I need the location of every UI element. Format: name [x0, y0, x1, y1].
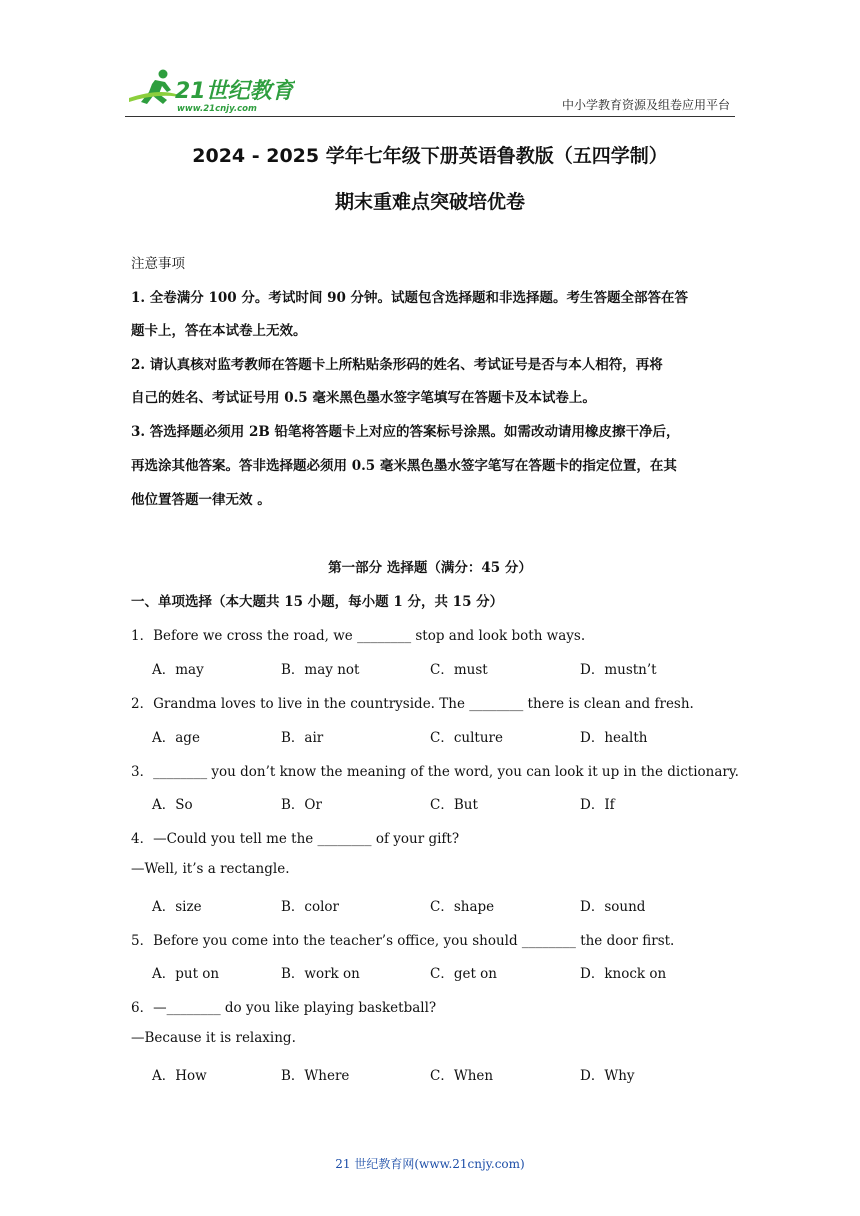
notice-line: 自己的姓名、考试证号用 0.5 毫米黑色墨水签字笔填写在答题卡及本试卷上。 [131, 390, 596, 406]
header-divider [125, 116, 735, 117]
option-b[interactable]: B．work on [281, 966, 360, 982]
option-d[interactable]: D．mustn’t [580, 662, 657, 678]
exam-subtitle: 期末重难点突破培优卷 [334, 191, 525, 213]
part-title: 第一部分 选择题（满分：45 分） [328, 560, 532, 576]
platform-label: 中小学教育资源及组卷应用平台 [561, 98, 730, 112]
option-a[interactable]: A．size [152, 899, 202, 915]
notice-line: 他位置答题一律无效 。 [131, 492, 271, 508]
option-a[interactable]: A．How [152, 1068, 207, 1084]
notice-heading: 注意事项 [131, 256, 185, 272]
question-stem: 2．Grandma loves to live in the countryside. The ________ there is clean and fresh. [131, 696, 694, 712]
option-c[interactable]: C．When [430, 1068, 494, 1084]
option-d[interactable]: D．sound [580, 899, 646, 915]
question-answer: —Well, it’s a rectangle. [131, 861, 290, 877]
notice-line: 3. 答选择题必须用 2B 铅笔将答题卡上对应的答案标号涂黑。如需改动请用橡皮擦干净后， [131, 424, 680, 440]
option-d[interactable]: D．Why [580, 1068, 635, 1084]
option-a[interactable]: A．may [152, 662, 204, 678]
option-b[interactable]: B．may not [281, 662, 360, 678]
notice-line: 1. 全卷满分 100 分。考试时间 90 分钟。试题包含选择题和非选择题。考生答题全部答在答 [131, 290, 689, 306]
question-stem: 1．Before we cross the road, we ________ stop and look both ways. [131, 628, 586, 644]
option-b[interactable]: B．air [281, 730, 324, 746]
question-answer: —Because it is relaxing. [131, 1030, 296, 1046]
logo-text: 21世纪教育 [175, 79, 294, 104]
section-heading: 一、单项选择（本大题共 15 小题，每小题 1 分，共 15 分） [131, 594, 504, 610]
option-d[interactable]: D．knock on [580, 966, 667, 982]
logo [125, 68, 295, 114]
option-a[interactable]: A．So [152, 797, 193, 813]
option-b[interactable]: B．color [281, 899, 340, 915]
option-a[interactable]: A．age [152, 730, 200, 746]
option-c[interactable]: C．culture [430, 730, 503, 746]
option-d[interactable]: D．health [580, 730, 648, 746]
option-c[interactable]: C．But [430, 797, 478, 813]
question-stem: 6．—________ do you like playing basketball? [131, 1000, 437, 1016]
option-c[interactable]: C．get on [430, 966, 497, 982]
option-a[interactable]: A．put on [152, 966, 220, 982]
footer-link[interactable]: 21 世纪教育网(www.21cnjy.com) [335, 1157, 525, 1171]
option-c[interactable]: C．must [430, 662, 488, 678]
notice-line: 再选涂其他答案。答非选择题必须用 0.5 毫米黑色墨水签字笔写在答题卡的指定位置，在其 [131, 458, 677, 474]
option-b[interactable]: B．Where [281, 1068, 350, 1084]
question-stem: 3．________ you don’t know the meaning of the word, you can look it up in the dictionary. [131, 764, 739, 780]
notice-line: 题卡上，答在本试卷上无效。 [131, 323, 307, 339]
page-header [125, 68, 735, 118]
logo-url: www.21cnjy.com [177, 104, 257, 114]
option-b[interactable]: B．Or [281, 797, 322, 813]
option-c[interactable]: C．shape [430, 899, 495, 915]
question-stem: 5．Before you come into the teacher’s office, you should ________ the door first. [131, 933, 675, 949]
exam-title: 2024 - 2025 学年七年级下册英语鲁教版（五四学制） [192, 145, 668, 167]
question-stem: 4．—Could you tell me the ________ of your gift? [131, 831, 460, 847]
notice-line: 2. 请认真核对监考教师在答题卡上所粘贴条形码的姓名、考试证号是否与本人相符，再将 [131, 357, 663, 373]
option-d[interactable]: D．If [580, 797, 615, 813]
